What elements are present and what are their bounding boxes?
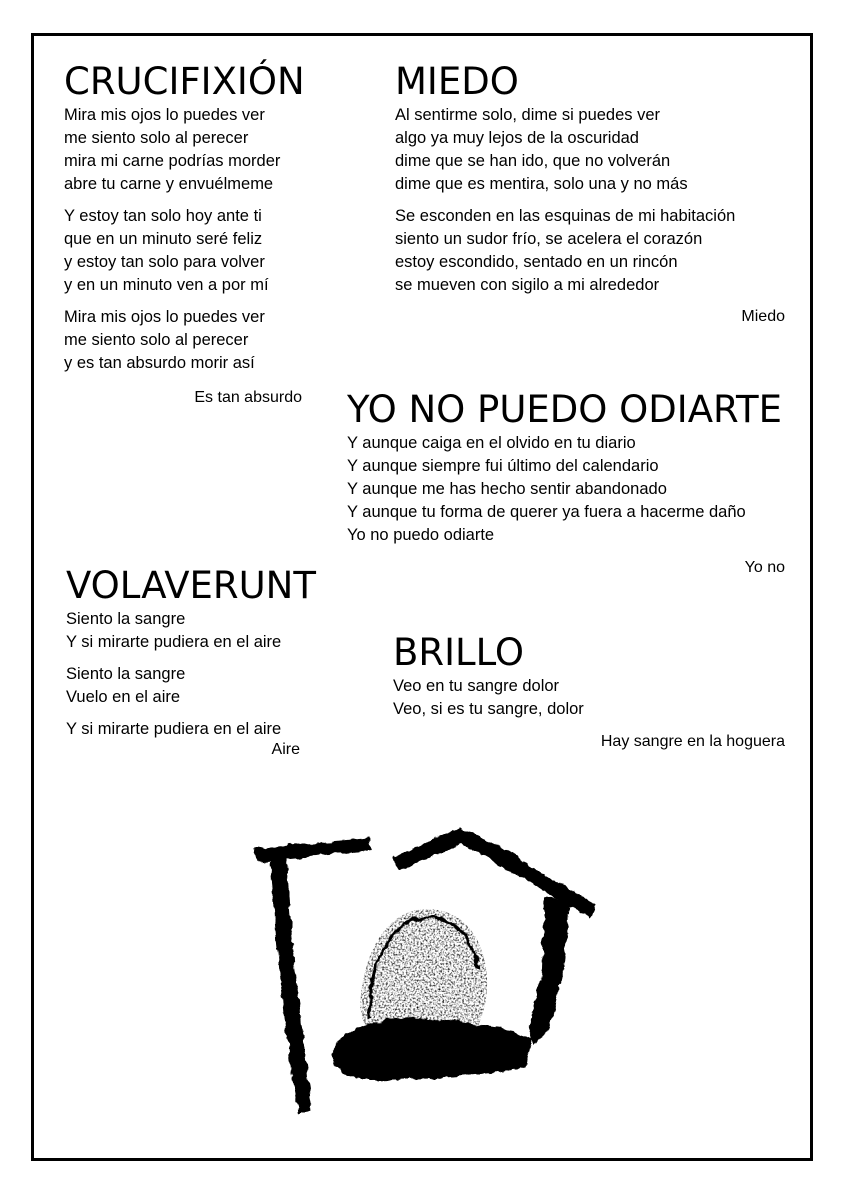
- stanza: [395, 104, 787, 196]
- lyric-line: me siento solo al perecer: [64, 129, 249, 147]
- lyric-line: Se esconden en las esquinas de mi habitación: [395, 207, 736, 225]
- lyric-line: Yo no puedo odiarte: [347, 526, 495, 544]
- lyric-line: Y estoy tan solo hoy ante ti: [64, 207, 262, 225]
- lyric-line: Siento la sangre: [66, 610, 186, 628]
- stanza: [64, 104, 304, 196]
- lyric-line: estoy escondido, sentado en un rincón: [395, 253, 678, 271]
- song-title: YO NO PUEDO ODIARTE: [347, 388, 783, 431]
- song-signature: Es tan absurdo: [194, 389, 302, 406]
- lyric-line: algo ya muy lejos de la oscuridad: [395, 129, 639, 147]
- lyric-line: Y aunque me has hecho sentir abandonado: [347, 480, 667, 498]
- stanza: [347, 432, 787, 547]
- lyric-line: y en un minuto ven a por mí: [64, 276, 269, 294]
- lyric-line: Y aunque caiga en el olvido en tu diario: [347, 434, 636, 452]
- song-signature: Aire: [271, 741, 300, 758]
- lyric-line: me siento solo al perecer: [64, 331, 249, 349]
- lyric-line: que en un minuto seré feliz: [64, 230, 263, 248]
- song-title: CRUCIFIXIÓN: [64, 60, 305, 103]
- brush-painting-figure-arms-raised-icon: [250, 818, 602, 1122]
- lyric-line: Y si mirarte pudiera en el aire: [66, 633, 282, 651]
- stanza: [64, 205, 304, 297]
- song-title: VOLAVERUNT: [66, 564, 316, 607]
- song-signature: Yo no: [744, 559, 785, 576]
- lyric-line: Siento la sangre: [66, 665, 186, 683]
- stanza: [66, 608, 302, 654]
- lyric-line: y es tan absurdo morir así: [64, 354, 255, 372]
- lyric-line: Al sentirme solo, dime si puedes ver: [395, 106, 661, 124]
- lyric-line: dime que es mentira, solo una y no más: [395, 175, 688, 193]
- lyric-line: Veo, si es tu sangre, dolor: [393, 700, 584, 718]
- lyric-line: Y si mirarte pudiera en el aire: [66, 720, 282, 738]
- lyric-line: Vuelo en el aire: [66, 688, 181, 706]
- song-crucifixion: [64, 60, 304, 409]
- lyric-line: Veo en tu sangre dolor: [393, 677, 560, 695]
- lyric-line: Y aunque tu forma de querer ya fuera a hacerme daño: [347, 503, 746, 521]
- song-yo-no-puedo-odiarte: [347, 388, 787, 579]
- lyric-line: Mira mis ojos lo puedes ver: [64, 106, 265, 124]
- stanza: [395, 205, 787, 297]
- stanza: [66, 718, 302, 741]
- song-signature: Hay sangre en la hoguera: [600, 733, 785, 750]
- stanza: [393, 675, 787, 721]
- lyric-line: y estoy tan solo para volver: [64, 253, 265, 271]
- lyric-line: mira mi carne podrías morder: [64, 152, 281, 170]
- stanza: [64, 306, 304, 375]
- song-signature: Miedo: [741, 308, 785, 325]
- lyric-line: dime que se han ido, que no volverán: [395, 152, 671, 170]
- song-title: MIEDO: [395, 60, 519, 103]
- lyric-line: siento un sudor frío, se acelera el corazón: [395, 230, 703, 248]
- song-title: BRILLO: [393, 631, 525, 674]
- song-volaverunt: [66, 564, 316, 761]
- song-brillo: [393, 631, 787, 753]
- stanza: [66, 663, 302, 709]
- lyric-line: abre tu carne y envuélmeme: [64, 175, 274, 193]
- song-miedo: [395, 60, 787, 328]
- lyric-line: Mira mis ojos lo puedes ver: [64, 308, 265, 326]
- lyric-line: Y aunque siempre fui último del calendario: [347, 457, 659, 475]
- lyric-line: se mueven con sigilo a mi alrededor: [395, 276, 660, 294]
